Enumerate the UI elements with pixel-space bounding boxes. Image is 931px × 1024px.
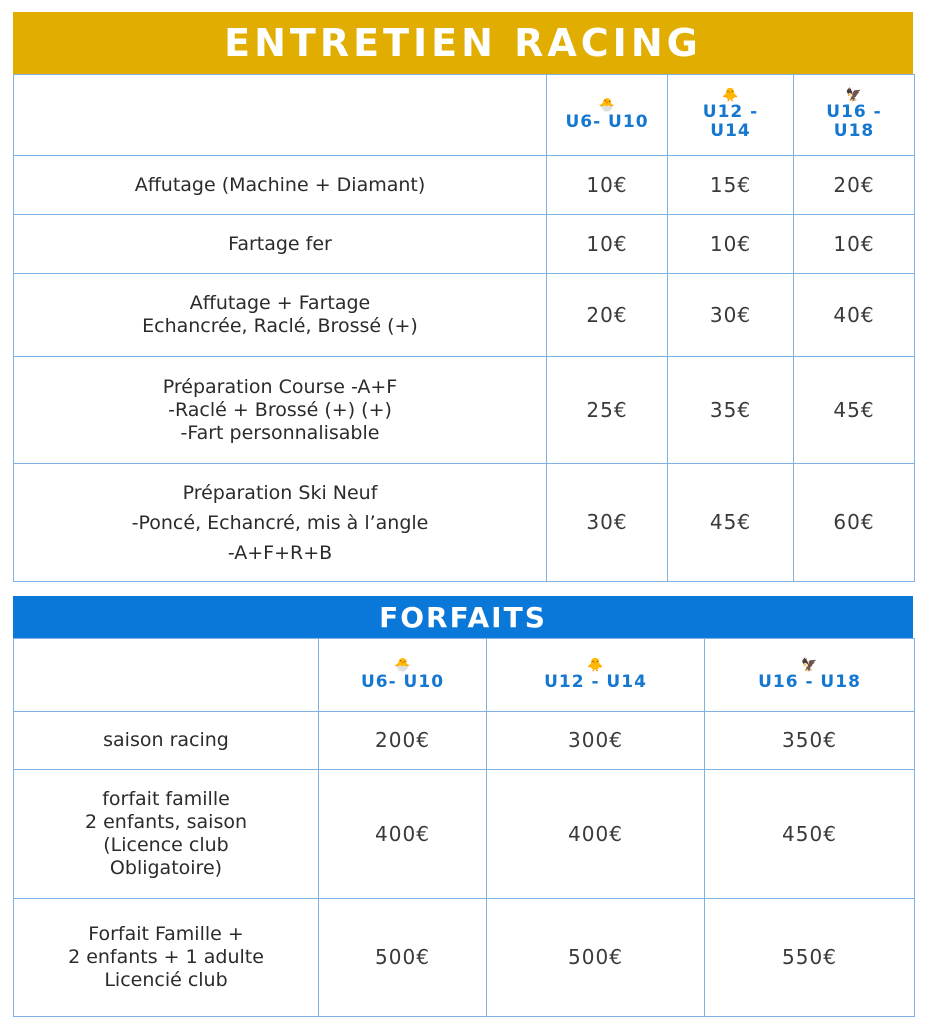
eagle-icon: 🦅 xyxy=(845,88,863,103)
table-row xyxy=(14,770,915,899)
table-row xyxy=(14,274,915,357)
price-cell: 40€ xyxy=(794,274,915,357)
price-cell: 550€ xyxy=(705,899,915,1017)
price-cell: 45€ xyxy=(794,357,915,464)
racing-price-table xyxy=(13,74,915,582)
price-cell: 450€ xyxy=(705,770,915,899)
category-label: U12 - U14 xyxy=(702,102,759,141)
price-cell: 15€ xyxy=(668,156,794,215)
price-cell: 25€ xyxy=(547,357,668,464)
racing-header-empty xyxy=(14,75,547,156)
forfaits-header-u12-u14 xyxy=(487,639,705,712)
forfaits-header-u16-u18 xyxy=(705,639,915,712)
forfaits-price-table xyxy=(13,638,915,1017)
forfait-name: saison racing xyxy=(14,712,319,770)
racing-header-u16-u18 xyxy=(794,75,915,156)
price-cell: 45€ xyxy=(668,464,794,582)
racing-header-row xyxy=(14,75,915,156)
table-row xyxy=(14,215,915,274)
table-row xyxy=(14,712,915,770)
service-name: Affutage (Machine + Diamant) xyxy=(14,156,547,215)
category-label: U16 - U18 xyxy=(758,671,861,692)
price-cell: 400€ xyxy=(319,770,487,899)
table-row xyxy=(14,357,915,464)
price-cell: 10€ xyxy=(668,215,794,274)
category-label: U6- U10 xyxy=(565,111,649,132)
category-label: U6- U10 xyxy=(360,671,445,692)
eagle-icon: 🦅 xyxy=(801,657,818,673)
chick-icon: 🐥 xyxy=(722,88,739,103)
racing-title: ENTRETIEN RACING xyxy=(13,12,913,74)
racing-header-u12-u14 xyxy=(668,75,794,156)
price-cell: 30€ xyxy=(547,464,668,582)
service-name: Fartage fer xyxy=(14,215,547,274)
price-cell: 10€ xyxy=(547,156,668,215)
price-cell: 30€ xyxy=(668,274,794,357)
forfait-name: forfait famille 2 enfants, saison (Licence club Obligatoire) xyxy=(14,770,319,899)
category-label: U16 - U18 xyxy=(826,102,882,141)
price-cell: 35€ xyxy=(668,357,794,464)
service-name: Affutage + Fartage Echancrée, Raclé, Brossé (+) xyxy=(14,274,547,357)
price-cell: 200€ xyxy=(319,712,487,770)
chick-hatching-icon: 🐣 xyxy=(598,97,616,113)
forfaits-header-row xyxy=(14,639,915,712)
table-row xyxy=(14,899,915,1017)
price-cell: 60€ xyxy=(794,464,915,582)
forfaits-header-u6-u10 xyxy=(319,639,487,712)
price-cell: 500€ xyxy=(319,899,487,1017)
chick-hatching-icon: 🐣 xyxy=(394,657,411,673)
table-row xyxy=(14,464,915,582)
forfaits-header-empty xyxy=(14,639,319,712)
service-name: Préparation Course -A+F -Raclé + Brossé (+) (+) -Fart personnalisable xyxy=(14,357,547,464)
service-name: Préparation Ski Neuf -Poncé, Echancré, mis à l’angle -A+F+R+B xyxy=(14,464,547,582)
forfaits-title: FORFAITS xyxy=(13,596,913,638)
price-cell: 20€ xyxy=(794,156,915,215)
price-cell: 10€ xyxy=(794,215,915,274)
forfait-name: Forfait Famille + 2 enfants + 1 adulte Licencié club xyxy=(14,899,319,1017)
chick-icon: 🐥 xyxy=(587,657,604,673)
price-cell: 10€ xyxy=(547,215,668,274)
table-row xyxy=(14,156,915,215)
price-cell: 400€ xyxy=(487,770,705,899)
price-cell: 350€ xyxy=(705,712,915,770)
price-cell: 20€ xyxy=(547,274,668,357)
racing-header-u6-u10 xyxy=(547,75,668,156)
price-cell: 500€ xyxy=(487,899,705,1017)
category-label: U12 - U14 xyxy=(544,671,647,692)
price-cell: 300€ xyxy=(487,712,705,770)
